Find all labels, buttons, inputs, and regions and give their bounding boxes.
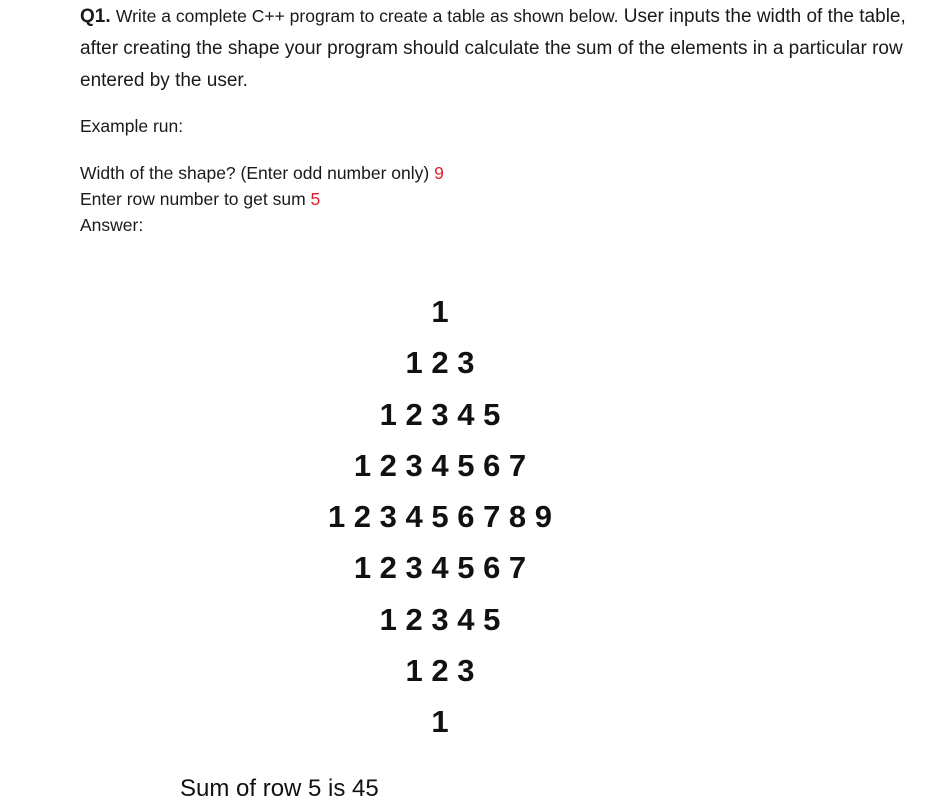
example-io [80,160,444,238]
question-text [80,0,940,97]
pyramid-row: 1 2 3 4 5 6 7 [353,447,527,483]
width-prompt: Width of the shape? (Enter odd number only) [80,163,430,183]
row-prompt: Enter row number to get sum [80,189,306,209]
example-run-label: Example run: [80,116,184,136]
pyramid-row: 1 2 3 [405,653,475,689]
pyramid-row: 1 2 3 4 5 [379,601,501,637]
pyramid-row: 1 2 3 4 5 6 7 [353,550,527,586]
number-pyramid [250,286,630,748]
pyramid-row: 1 2 3 4 5 6 7 8 9 [327,499,553,535]
question-part-2: User inputs the width of the table, after creating the shape your program should calculate the sum of the elements in a particular row entered by the user. [80,6,906,91]
width-prompt-line [80,160,444,186]
pyramid-row: 1 [431,704,449,740]
pyramid-row: 1 [431,294,449,329]
question-part-1: Write a complete C++ program to create a table as shown below. [115,6,619,26]
width-value: 9 [434,163,444,183]
row-prompt-line [80,186,444,212]
pyramid-row: 1 2 3 4 5 [379,396,501,432]
question-number: Q1. [80,6,111,27]
sum-result: Sum of row 5 is 45 [180,775,379,802]
answer-label: Answer: [80,215,144,235]
row-value: 5 [310,189,321,209]
pyramid-row: 1 2 3 [405,345,475,381]
